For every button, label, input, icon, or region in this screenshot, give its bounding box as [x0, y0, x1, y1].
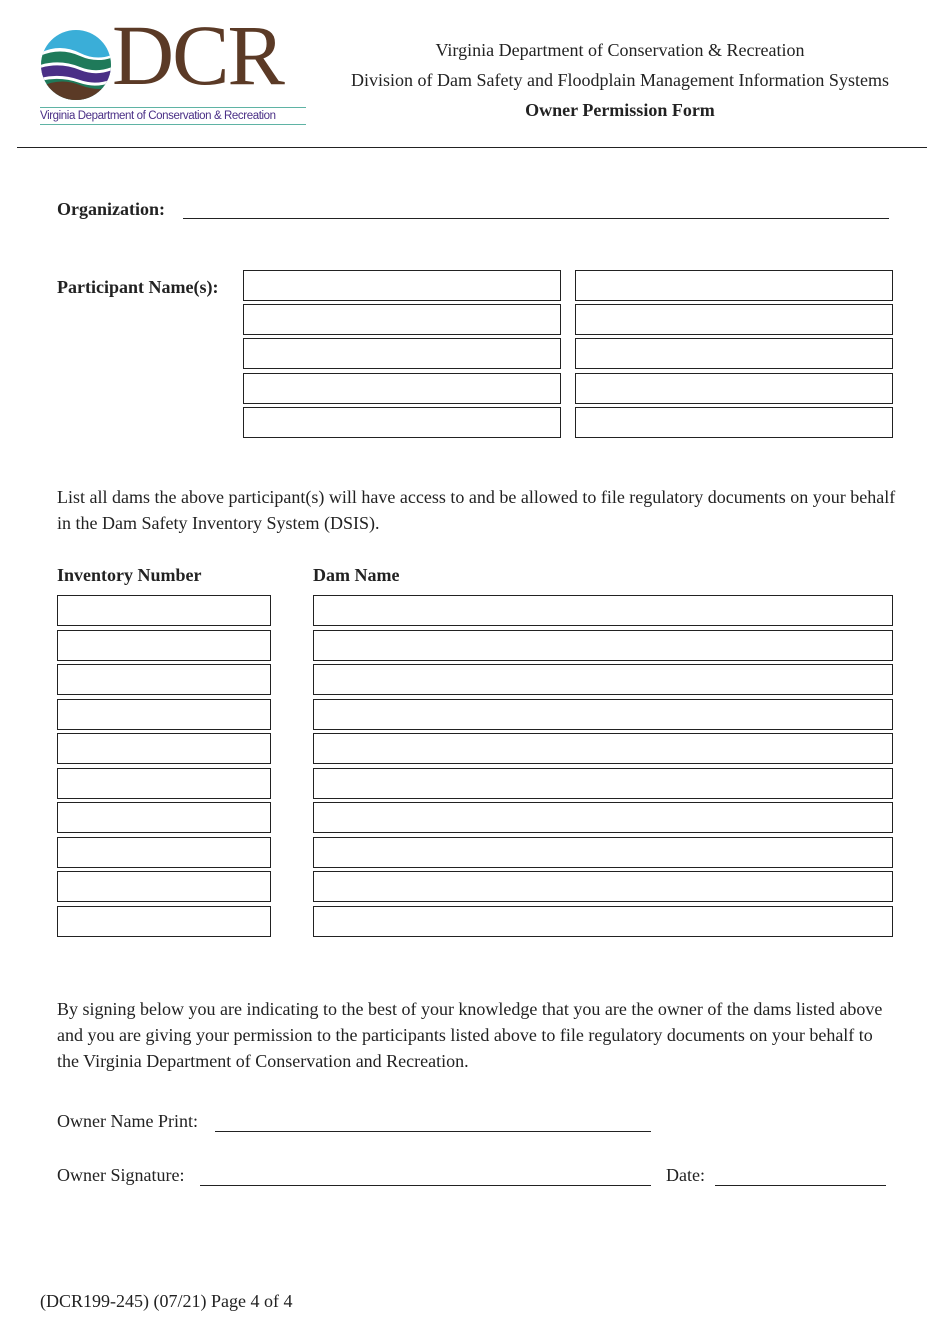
- dcr-logo-text: DCR: [112, 7, 283, 103]
- organization-field[interactable]: [183, 200, 889, 219]
- participant-name-field[interactable]: [243, 270, 561, 301]
- inventory-number-field[interactable]: [57, 837, 271, 868]
- dam-name-field[interactable]: [313, 699, 893, 730]
- participant-name-field[interactable]: [243, 373, 561, 404]
- inventory-number-field[interactable]: [57, 871, 271, 902]
- participant-name-field[interactable]: [243, 304, 561, 335]
- owner-signature-label: Owner Signature:: [57, 1165, 185, 1185]
- inventory-number-field[interactable]: [57, 906, 271, 937]
- inventory-number-field[interactable]: [57, 630, 271, 661]
- consent-text: By signing below you are indicating to the best of your knowledge that you are the owner of the dams listed above and you are giving your permission to the participants listed above to file regulatory documents on your behalf to the Virginia Department of Conservation and Recreation.: [57, 999, 883, 1071]
- dam-name-field[interactable]: [313, 595, 893, 626]
- header-division: Division of Dam Safety and Floodplain Management Information Systems: [351, 70, 889, 90]
- inventory-number-field[interactable]: [57, 699, 271, 730]
- dam-name-field[interactable]: [313, 837, 893, 868]
- dam-name-field[interactable]: [313, 664, 893, 695]
- date-field[interactable]: [715, 1167, 886, 1186]
- owner-signature-field[interactable]: [200, 1167, 651, 1186]
- dam-name-field[interactable]: [313, 630, 893, 661]
- participant-name-field[interactable]: [575, 304, 893, 335]
- participant-name-field[interactable]: [575, 373, 893, 404]
- dam-name-field[interactable]: [313, 802, 893, 833]
- participant-name-field[interactable]: [243, 407, 561, 438]
- dam-name-field[interactable]: [313, 871, 893, 902]
- instructions-text: List all dams the above participant(s) will have access to and be allowed to file regulatory documents on your behalf in the Dam Safety Inventory System (DSIS).: [57, 487, 896, 533]
- participant-name-field[interactable]: [575, 338, 893, 369]
- owner-name-field[interactable]: [215, 1113, 651, 1132]
- dcr-logo-subtitle: Virginia Department of Conservation & Recreation: [40, 107, 306, 125]
- inventory-number-field[interactable]: [57, 768, 271, 799]
- participants-label: Participant Name(s):: [57, 277, 219, 297]
- organization-label: Organization:: [57, 199, 165, 219]
- inventory-number-field[interactable]: [57, 733, 271, 764]
- header-divider: [17, 147, 927, 148]
- inventory-number-header: Inventory Number: [57, 565, 202, 585]
- dcr-logo-emblem-icon: [40, 27, 112, 103]
- header-agency: Virginia Department of Conservation & Recreation: [435, 40, 805, 60]
- dam-name-field[interactable]: [313, 733, 893, 764]
- dam-name-header: Dam Name: [313, 565, 400, 585]
- participant-name-field[interactable]: [575, 270, 893, 301]
- form-title: Owner Permission Form: [525, 100, 715, 120]
- page-footer: (DCR199-245) (07/21) Page 4 of 4: [40, 1291, 293, 1311]
- date-label: Date:: [666, 1165, 705, 1185]
- inventory-number-field[interactable]: [57, 802, 271, 833]
- dam-name-field[interactable]: [313, 906, 893, 937]
- participant-name-field[interactable]: [575, 407, 893, 438]
- inventory-number-field[interactable]: [57, 664, 271, 695]
- participant-name-field[interactable]: [243, 338, 561, 369]
- owner-name-label: Owner Name Print:: [57, 1111, 198, 1131]
- dam-name-field[interactable]: [313, 768, 893, 799]
- inventory-number-field[interactable]: [57, 595, 271, 626]
